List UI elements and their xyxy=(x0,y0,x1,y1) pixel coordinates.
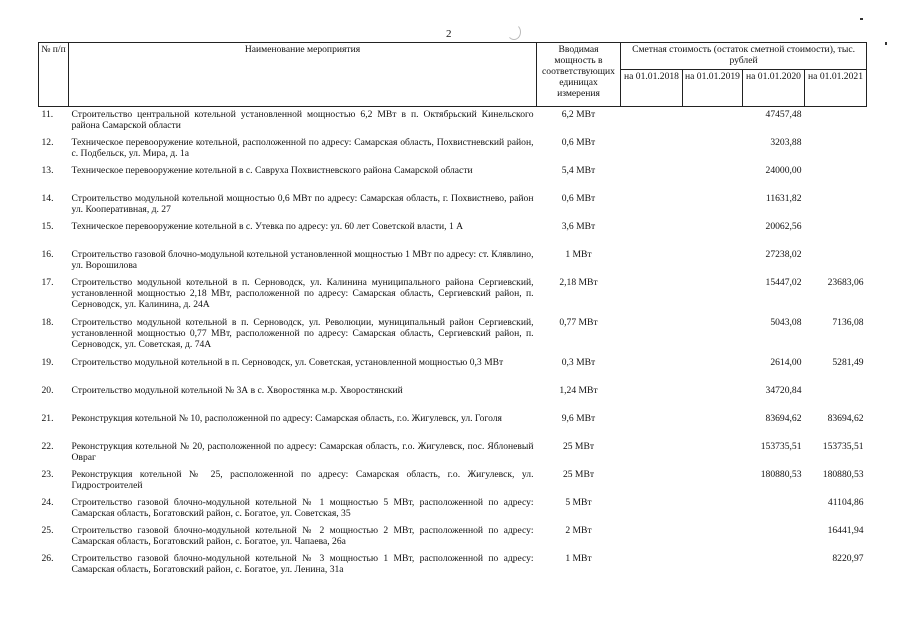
row-power: 5 МВт xyxy=(565,497,592,508)
row-cost-2020 xyxy=(743,551,805,579)
row-number: 24. xyxy=(41,497,54,508)
row-number: 14. xyxy=(41,193,54,204)
row-number: 22. xyxy=(41,441,54,452)
row-cost-2020: 34720,84 xyxy=(765,385,802,396)
row-cost-2018 xyxy=(621,355,683,383)
row-number: 16. xyxy=(41,249,54,260)
row-cost-2019 xyxy=(683,191,743,219)
row-cost-2019 xyxy=(683,383,743,411)
scan-artifact-dot xyxy=(885,42,887,45)
table-row xyxy=(39,275,867,315)
row-cost-2021: 83694,62 xyxy=(827,413,864,424)
row-name: Техническое перевооружение котельной в с. Савруха Похвистневского района Самарской области xyxy=(71,165,473,176)
row-cost-2019 xyxy=(683,275,743,315)
table-row xyxy=(39,315,867,355)
row-cost-2019 xyxy=(683,467,743,495)
row-cost-2019 xyxy=(683,247,743,275)
table-row xyxy=(39,247,867,275)
row-power: 25 МВт xyxy=(562,469,595,480)
table-row xyxy=(39,467,867,495)
row-cost-2018 xyxy=(621,275,683,315)
row-number: 17. xyxy=(41,277,54,288)
row-number: 26. xyxy=(41,553,54,564)
row-cost-2019 xyxy=(683,107,743,136)
row-cost-2020: 15447,02 xyxy=(765,277,802,288)
row-power: 2 МВт xyxy=(565,525,592,536)
header-year-2018: на 01.01.2018 xyxy=(621,70,683,107)
row-cost-2018 xyxy=(621,439,683,467)
row-cost-2019 xyxy=(683,523,743,551)
row-number: 13. xyxy=(41,165,54,176)
row-cost-2021 xyxy=(805,383,867,411)
row-cost-2020: 11631,82 xyxy=(765,193,802,204)
row-power: 3,6 МВт xyxy=(561,221,596,232)
row-cost-2018 xyxy=(621,315,683,355)
row-power: 6,2 МВт xyxy=(561,109,596,120)
table-row xyxy=(39,163,867,191)
page-number: 2 xyxy=(446,28,452,40)
row-name: Строительство газовой блочно-модульной котельной № 2 мощностью 2 МВт, расположенной по адресу: Самарская область, Богатовский район, с. Богатое, ул. Чапаева, 26а xyxy=(71,525,534,547)
row-cost-2021: 8220,97 xyxy=(832,553,864,564)
row-cost-2019 xyxy=(683,411,743,439)
row-number: 18. xyxy=(41,317,54,328)
row-power: 25 МВт xyxy=(562,441,595,452)
row-cost-2020: 3203,88 xyxy=(770,137,802,148)
table-row xyxy=(39,355,867,383)
row-cost-2018 xyxy=(621,383,683,411)
row-power: 0,6 МВт xyxy=(561,137,596,148)
row-name: Строительство газовой блочно-модульной котельной № 1 мощностью 5 МВт, расположенной по адресу: Самарская область, Богатовский район, с. Богатое, ул. Советская, 35 xyxy=(71,497,534,519)
row-name: Строительство модульной котельной № 3А в с. Хворостянка м.р. Хворостянский xyxy=(71,385,403,396)
row-cost-2021: 7136,08 xyxy=(832,317,864,328)
row-power: 1,24 МВт xyxy=(559,385,598,396)
row-cost-2021: 23683,06 xyxy=(827,277,864,288)
row-number: 19. xyxy=(41,357,54,368)
row-cost-2020: 20062,56 xyxy=(765,221,802,232)
row-cost-2018 xyxy=(621,135,683,163)
row-name: Реконструкция котельной № 20, расположенной по адресу: Самарская область, г.о. Жигулевск, пос. Яблоневый Овраг xyxy=(71,441,534,463)
row-cost-2019 xyxy=(683,495,743,523)
scan-artifact-dot xyxy=(860,18,863,20)
row-cost-2018 xyxy=(621,551,683,579)
row-cost-2019 xyxy=(683,355,743,383)
row-name: Реконструкция котельной № 10, расположенной по адресу: Самарская область, г.о. Жигулевск, ул. Гоголя xyxy=(71,413,502,424)
row-cost-2019 xyxy=(683,135,743,163)
row-name: Строительство модульной котельной в п. Серноводск, ул. Советская, установленной мощностью 0,3 МВт xyxy=(71,357,504,368)
row-cost-2020: 153735,51 xyxy=(760,441,802,452)
table-row xyxy=(39,107,867,136)
header-name: Наименование мероприятия xyxy=(69,43,537,107)
table-row xyxy=(39,411,867,439)
row-cost-2021: 41104,86 xyxy=(827,497,864,508)
row-cost-2019 xyxy=(683,439,743,467)
row-cost-2020: 83694,62 xyxy=(765,413,802,424)
row-cost-2021: 180880,53 xyxy=(822,469,864,480)
table-row xyxy=(39,439,867,467)
row-power: 5,4 МВт xyxy=(561,165,596,176)
row-cost-2019 xyxy=(683,551,743,579)
row-name: Техническое перевооружение котельной, расположенной по адресу: Самарская область, Похвистневский район, с. Подбельск, ул. Мира, д. 1а xyxy=(71,137,534,159)
row-cost-2020: 47457,48 xyxy=(765,109,802,120)
row-power: 1 МВт xyxy=(565,553,592,564)
header-year-2020: на 01.01.2020 xyxy=(743,70,805,107)
row-cost-2020: 2614,00 xyxy=(770,357,802,368)
scan-artifact-mark xyxy=(507,24,521,40)
table-row xyxy=(39,523,867,551)
row-number: 21. xyxy=(41,413,54,424)
row-cost-2021: 5281,49 xyxy=(832,357,864,368)
row-cost-2018 xyxy=(621,411,683,439)
header-year-2021: на 01.01.2021 xyxy=(805,70,867,107)
row-number: 25. xyxy=(41,525,54,536)
row-cost-2018 xyxy=(621,163,683,191)
row-cost-2021 xyxy=(805,191,867,219)
row-cost-2021 xyxy=(805,107,867,136)
row-cost-2020: 180880,53 xyxy=(760,469,802,480)
row-power: 9,6 МВт xyxy=(561,413,596,424)
table-row xyxy=(39,495,867,523)
row-cost-2020 xyxy=(743,523,805,551)
row-cost-2020: 5043,08 xyxy=(770,317,802,328)
row-cost-2020: 24000,00 xyxy=(765,165,802,176)
row-cost-2018 xyxy=(621,467,683,495)
row-power: 0,6 МВт xyxy=(561,193,596,204)
row-cost-2021 xyxy=(805,163,867,191)
row-cost-2021 xyxy=(805,219,867,247)
table-row xyxy=(39,219,867,247)
row-number: 12. xyxy=(41,137,54,148)
row-cost-2018 xyxy=(621,247,683,275)
row-number: 23. xyxy=(41,469,54,480)
table-row xyxy=(39,191,867,219)
row-cost-2018 xyxy=(621,219,683,247)
row-cost-2021: 153735,51 xyxy=(822,441,864,452)
row-power: 0,3 МВт xyxy=(561,357,596,368)
row-name: Строительство модульной котельной в п. Серноводск, ул. Революции, муниципальный район Сергиевский, установленной мощностью 0,77 МВт, расположенной по адресу: Самарская область, Сергиевский район, п. Серноводск, ул. Советская, д. 74А xyxy=(71,317,534,350)
header-year-2019: на 01.01.2019 xyxy=(683,70,743,107)
row-name: Строительство модульной котельной мощностью 0,6 МВт по адресу: Самарская область, г. Похвистнево, район ул. Кооперативная, д. 27 xyxy=(71,193,534,215)
table-row xyxy=(39,383,867,411)
row-power: 2,18 МВт xyxy=(559,277,598,288)
row-cost-2019 xyxy=(683,315,743,355)
row-name: Техническое перевооружение котельной в с. Утевка по адресу: ул. 60 лет Советской власти, 1 А xyxy=(71,221,464,232)
table-row xyxy=(39,135,867,163)
row-number: 15. xyxy=(41,221,54,232)
row-number: 20. xyxy=(41,385,54,396)
row-cost-2018 xyxy=(621,523,683,551)
row-power: 0,77 МВт xyxy=(559,317,598,328)
header-num: № п/п xyxy=(39,43,69,107)
row-cost-2018 xyxy=(621,107,683,136)
row-cost-2020 xyxy=(743,495,805,523)
row-cost-2020: 27238,02 xyxy=(765,249,802,260)
row-cost-2018 xyxy=(621,191,683,219)
table-header-row xyxy=(39,43,867,70)
measures-table xyxy=(38,42,867,579)
row-cost-2018 xyxy=(621,495,683,523)
row-cost-2019 xyxy=(683,219,743,247)
row-number: 11. xyxy=(41,109,54,120)
row-name: Строительство центральной котельной установленной мощностью 6,2 МВт в п. Октябрьский Кинельского района Самарской области xyxy=(71,109,534,131)
row-name: Строительство модульной котельной в п. Серноводск, ул. Калинина муниципального района Сергиевский, установленной мощностью 2,18 МВт, расположенной по адресу: Самарская область, Сергиевский район, п. Серноводск, ул. Калинина, д. 24А xyxy=(71,277,534,310)
row-power: 1 МВт xyxy=(565,249,592,260)
row-name: Реконструкция котельной № 25, расположенной по адресу: Самарская область, г.о. Жигулевск, ул. Гидростроителей xyxy=(71,469,534,491)
row-name: Строительство газовой блочно-модульной котельной установленной мощностью 1 МВт по адресу: ст. Клявлино, ул. Ворошилова xyxy=(71,249,534,271)
row-cost-2019 xyxy=(683,163,743,191)
row-cost-2021 xyxy=(805,135,867,163)
row-name: Строительство газовой блочно-модульной котельной № 3 мощностью 1 МВт, расположенной по адресу: Самарская область, Богатовский район, с. Богатое, ул. Ленина, 31а xyxy=(71,553,534,575)
row-cost-2021 xyxy=(805,247,867,275)
row-cost-2021: 16441,94 xyxy=(827,525,864,536)
header-cost: Сметная стоимость (остаток сметной стоимости), тыс. рублей xyxy=(621,43,867,70)
header-power: Вводимая мощность в соответствующих единицах измерения xyxy=(537,43,621,107)
table-row xyxy=(39,551,867,579)
